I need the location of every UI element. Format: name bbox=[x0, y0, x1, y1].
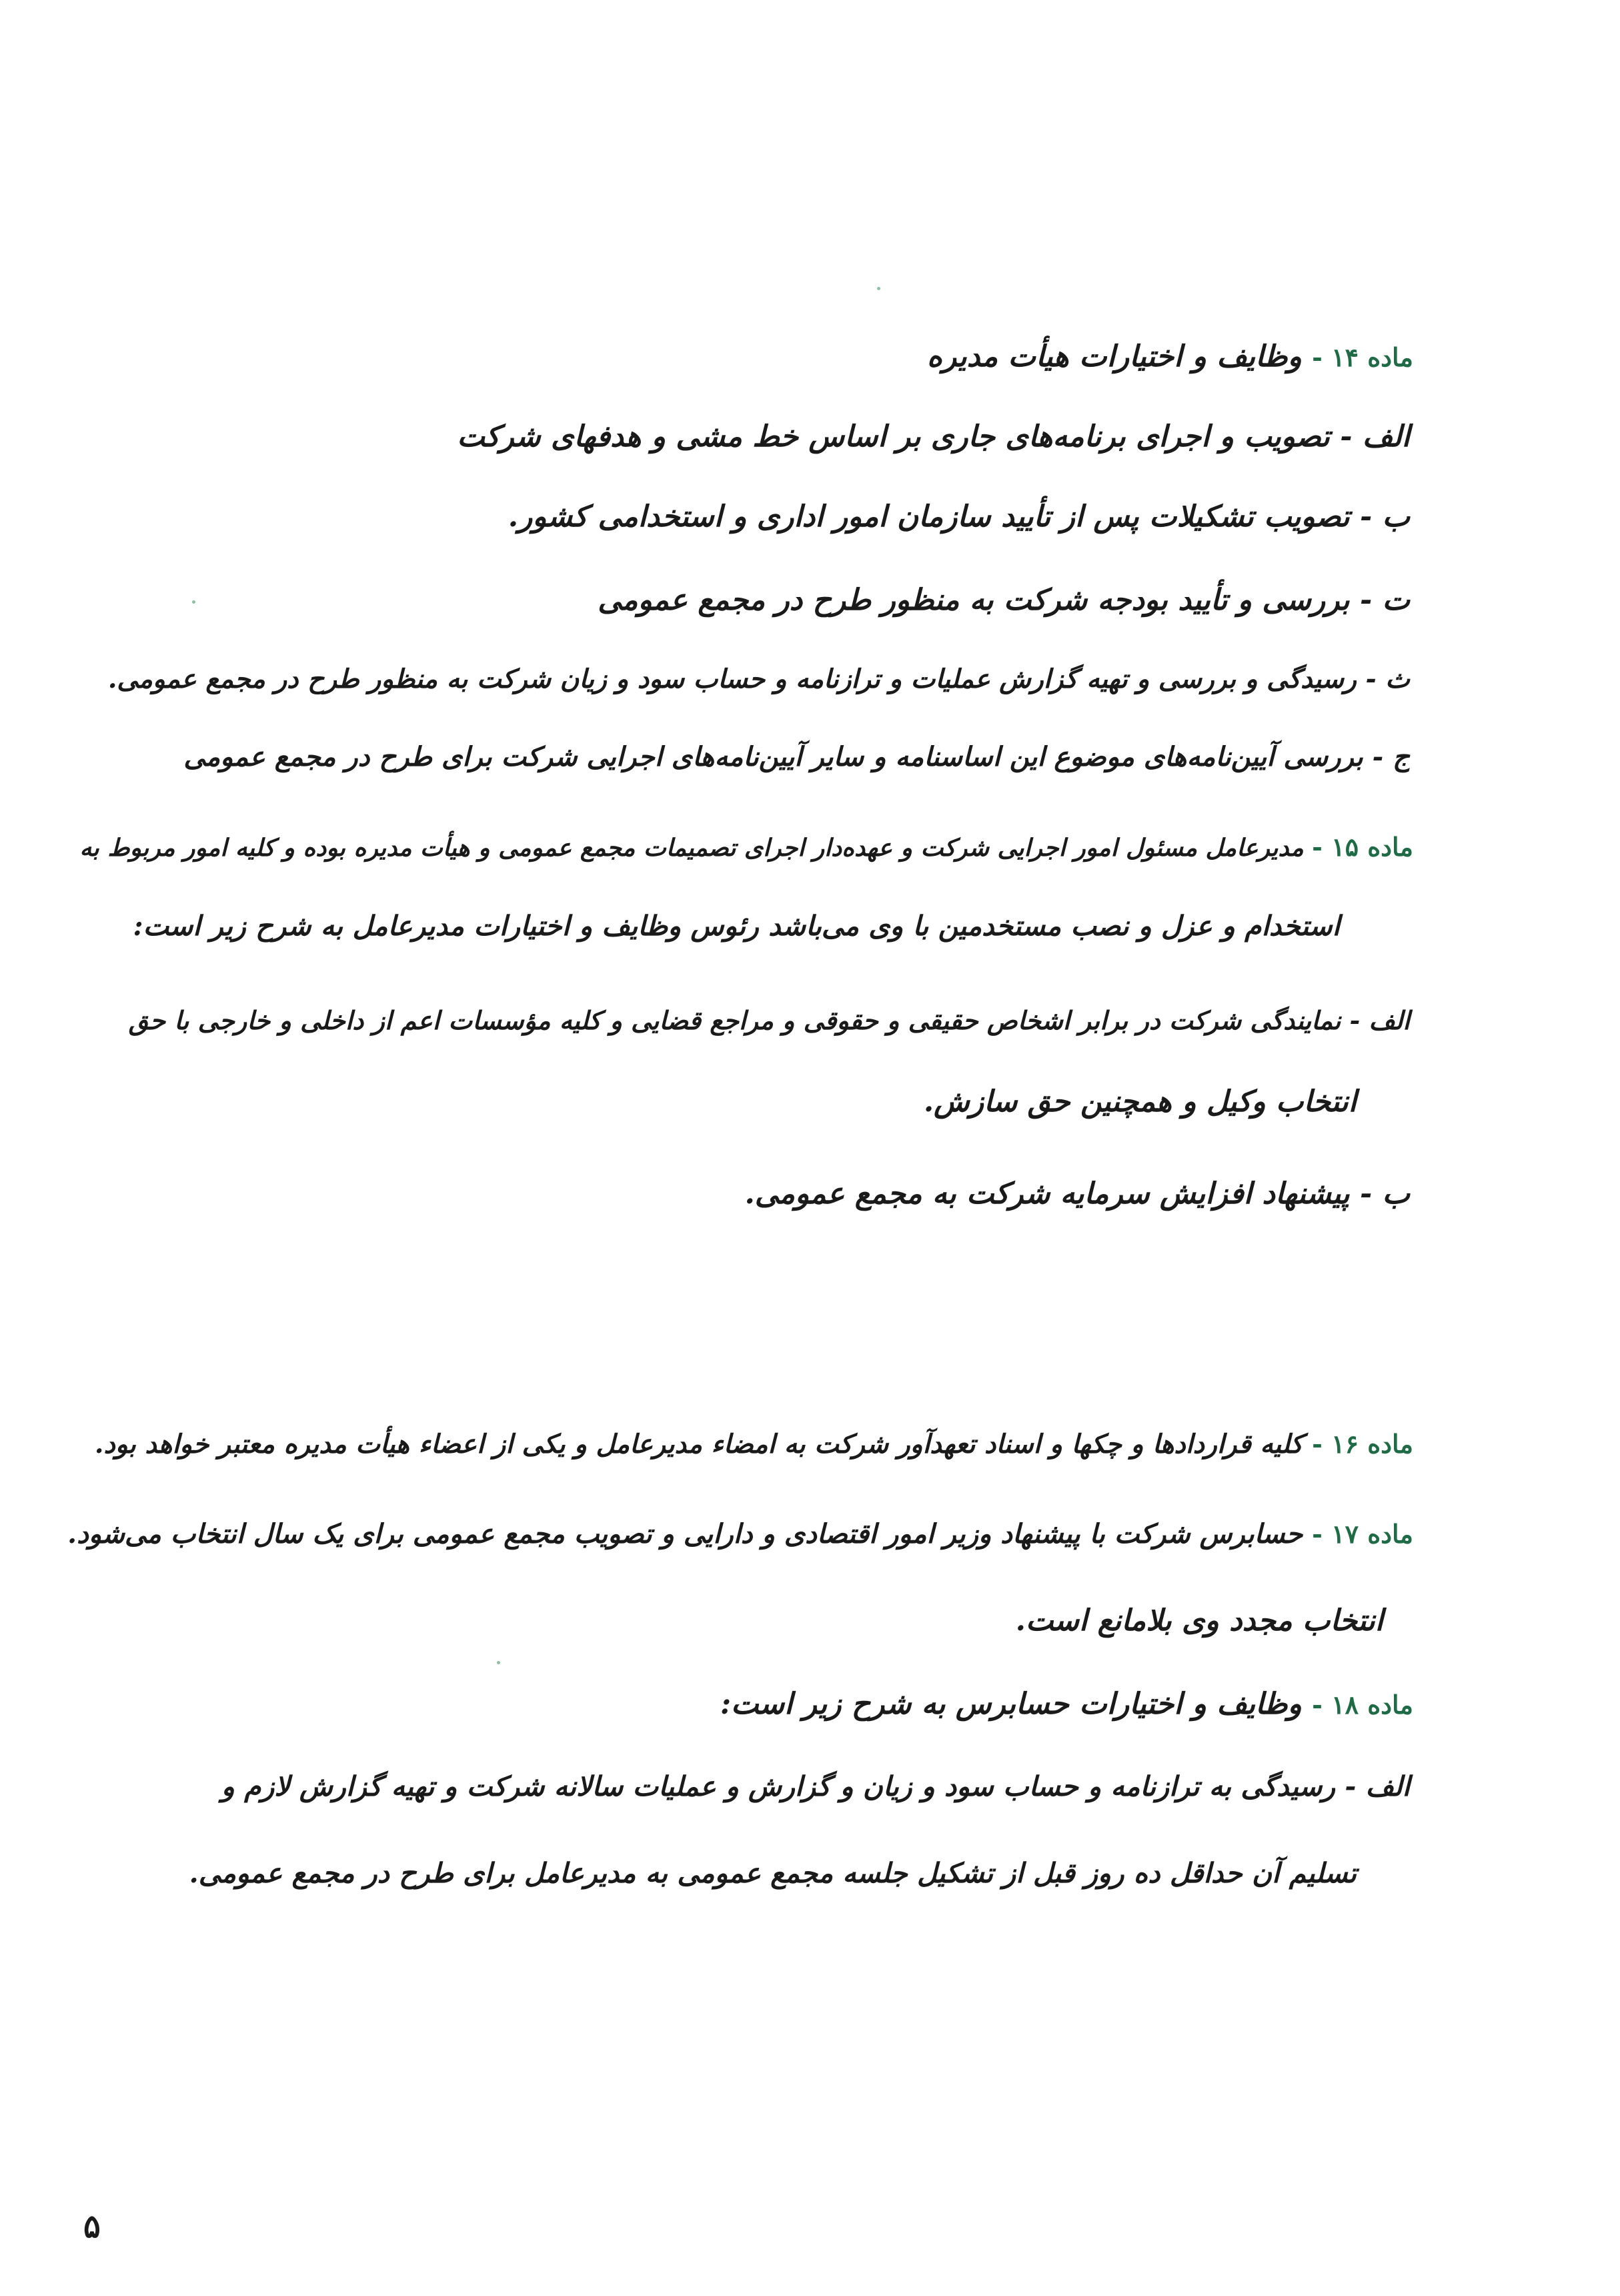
article-15-line-2: استخدام و عزل و نصب مستخدمین با وی می‌باشد رئوس وظایف و اختیارات مدیرعامل به شرح زیر است: bbox=[133, 910, 1340, 942]
article-16 bbox=[95, 1424, 1413, 1464]
article-18-label: ماده ١٨ - bbox=[1312, 1690, 1413, 1720]
article-16-label: ماده ١۶ - bbox=[1312, 1429, 1413, 1459]
article-18-item-alef-2: تسلیم آن حداقل ده روز قبل از تشکیل جلسه مجمع عمومی به مدیرعامل برای طرح در مجمع عمومی. bbox=[189, 1857, 1357, 1889]
article-17-line-1 bbox=[67, 1514, 1413, 1554]
article-15-label: ماده ١۵ - bbox=[1312, 832, 1413, 862]
article-14-item-se: ث - رسیدگی و بررسی و تهیه گزارش عملیات و ترازنامه و حساب سود و زیان شرکت به منظور طرح در مجمع عمومی. bbox=[107, 664, 1410, 694]
article-14-item-jim: ج - بررسی آیین‌نامه‌های موضوع این اساسنامه و سایر آیین‌نامه‌های اجرایی شرکت برای طرح در مجمع عمومی bbox=[183, 741, 1410, 772]
article-14-heading bbox=[927, 337, 1413, 378]
page-number: ۵ bbox=[83, 2208, 101, 2245]
article-17-label: ماده ١٧ - bbox=[1312, 1519, 1413, 1549]
article-14-label: ماده ١۴ - bbox=[1312, 342, 1413, 372]
article-18-title: وظایف و اختیارات حسابرس به شرح زیر است: bbox=[720, 1687, 1302, 1721]
article-15-item-be: ب - پیشنهاد افزایش سرمایه شرکت به مجمع عمومی. bbox=[744, 1177, 1410, 1211]
article-14-item-alef: الف - تصویب و اجرای برنامه‌های جاری بر اساس خط مشی و هدفهای شرکت bbox=[457, 420, 1410, 454]
scan-speck bbox=[877, 287, 880, 290]
article-14-item-be: ب - تصویب تشکیلات پس از تأیید سازمان امور اداری و استخدامی کشور. bbox=[508, 500, 1410, 534]
article-16-text: کلیه قراردادها و چکها و اسناد تعهدآور شرکت به امضاء مدیرعامل و یکی از اعضاء هیأت مدیره معتبر خواهد بود. bbox=[94, 1429, 1303, 1460]
scan-speck bbox=[192, 600, 195, 604]
article-15-text-1: مدیرعامل مسئول امور اجرایی شرکت و عهده‌دار اجرای تصمیمات مجمع عمومی و هیأت مدیره بوده و کلیه امور مربوط به bbox=[79, 834, 1304, 862]
article-17-text-1: حسابرس شرکت با پیشنهاد وزیر امور اقتصادی و دارایی و تصویب مجمع عمومی برای یک سال انتخاب می‌شود. bbox=[67, 1518, 1303, 1550]
article-18-heading bbox=[720, 1684, 1413, 1725]
article-15-item-alef-1: الف - نمایندگی شرکت در برابر اشخاص حقیقی و حقوقی و مراجع قضایی و کلیه مؤسسات اعم از داخلی و خارجی با حق bbox=[128, 1005, 1410, 1035]
article-14-item-te: ت - بررسی و تأیید بودجه شرکت به منظور طرح در مجمع عمومی bbox=[598, 583, 1410, 617]
article-15-item-alef-2: انتخاب وکیل و همچنین حق سازش. bbox=[923, 1085, 1357, 1119]
scan-speck bbox=[497, 1661, 500, 1664]
article-15-line-1 bbox=[80, 827, 1414, 868]
article-14-title: وظایف و اختیارات هیأت مدیره bbox=[927, 340, 1302, 374]
article-17-line-2: انتخاب مجدد وی بلامانع است. bbox=[1015, 1604, 1383, 1638]
article-18-item-alef-1: الف - رسیدگی به ترازنامه و حساب سود و زیان و گزارش و عملیات سالانه شرکت و تهیه گزارش لازم و bbox=[221, 1770, 1410, 1802]
